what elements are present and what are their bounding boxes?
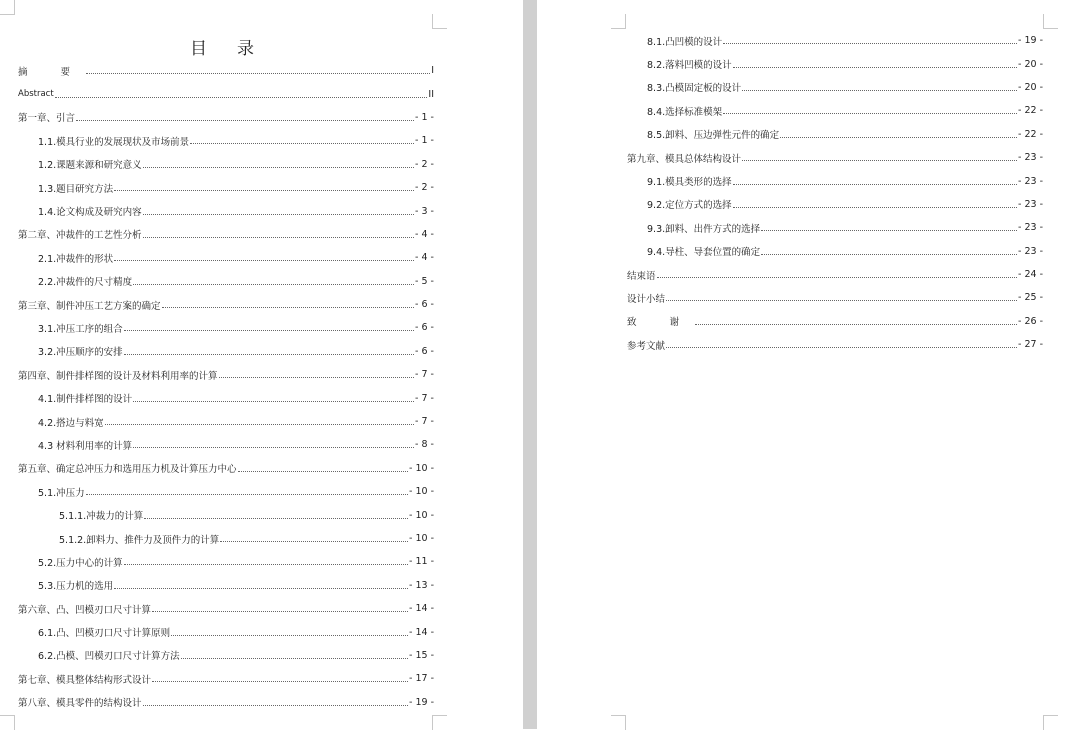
toc-entry-page-number: - 24 -: [1018, 269, 1043, 281]
toc-entry[interactable]: [18, 363, 434, 386]
toc-entry[interactable]: [18, 503, 434, 526]
toc-entry[interactable]: [627, 193, 1043, 216]
page-corner-mark: [1043, 715, 1058, 730]
toc-entry-page-number: - 4 -: [415, 228, 434, 240]
toc-entry-label: Abstract: [18, 89, 54, 100]
toc-entry[interactable]: [627, 76, 1043, 99]
toc-entry[interactable]: [18, 620, 434, 643]
toc-dot-leader: [143, 167, 414, 168]
toc-entry-label: 5.1.2.卸料力、推件力及顶件力的计算: [59, 534, 220, 546]
toc-dot-leader: [666, 300, 1017, 301]
toc-entry-label: 4.3 材料利用率的计算: [38, 440, 133, 452]
toc-entry-label: 4.2.搭边与料宽: [38, 417, 104, 429]
toc-entry[interactable]: [18, 644, 434, 667]
page-corner-mark: [1043, 14, 1058, 29]
toc-entry-page-number: - 23 -: [1018, 245, 1043, 257]
toc-entry-page-number: - 2 -: [415, 158, 434, 170]
toc-entry-page-number: - 15 -: [409, 649, 434, 661]
toc-entry-label: 9.1.模具类形的选择: [647, 177, 732, 189]
toc-dot-leader: [55, 97, 428, 98]
toc-entry-label: 1.1.模具行业的发展现状及市场前景: [38, 136, 190, 148]
toc-dot-leader: [133, 284, 414, 285]
toc-entry-label: 摘 要: [18, 66, 86, 78]
toc-entry-label: 1.3.题目研究方法: [38, 183, 114, 195]
toc-entry-label: 第七章、模具整体结构形式设计: [18, 674, 152, 686]
toc-dot-leader: [152, 611, 408, 612]
toc-entry-page-number: - 19 -: [409, 696, 434, 708]
toc-entry-label: 5.3.压力机的选用: [38, 581, 114, 593]
toc-entry[interactable]: [18, 527, 434, 550]
toc-entry-page-number: - 17 -: [409, 673, 434, 685]
page-corner-mark: [611, 715, 626, 730]
toc-entry[interactable]: [18, 410, 434, 433]
toc-entry[interactable]: [627, 333, 1043, 356]
toc-dot-leader: [780, 137, 1017, 138]
toc-entry-label: 第一章、引言: [18, 113, 76, 125]
toc-entry[interactable]: [627, 310, 1043, 333]
toc-entry[interactable]: [627, 146, 1043, 169]
toc-entry-label: 3.1.冲压工序的组合: [38, 323, 123, 335]
toc-entry-page-number: - 23 -: [1018, 152, 1043, 164]
toc-entry-page-number: - 22 -: [1018, 105, 1043, 117]
toc-dot-leader: [76, 120, 414, 121]
toc-entry-label: 5.1.1.冲裁力的计算: [59, 511, 144, 523]
toc-entry-page-number: - 8 -: [415, 439, 434, 451]
toc-entry-page-number: - 10 -: [409, 509, 434, 521]
toc-entry-label: 3.2.冲压顺序的安排: [38, 347, 123, 359]
toc-entry[interactable]: [18, 293, 434, 316]
page-corner-mark: [611, 14, 626, 29]
toc-entry-page-number: - 23 -: [1018, 175, 1043, 187]
toc-entry[interactable]: [18, 597, 434, 620]
toc-entry-label: 结束语: [627, 270, 656, 282]
toc-dot-leader: [723, 113, 1017, 114]
toc-dot-leader: [86, 494, 408, 495]
toc-title: 目录: [190, 39, 284, 59]
toc-entry-page-number: - 7 -: [415, 416, 434, 428]
toc-entry[interactable]: [627, 286, 1043, 309]
toc-entry[interactable]: [18, 480, 434, 503]
toc-entry-label: 第三章、制件冲压工艺方案的确定: [18, 300, 161, 312]
toc-entry-page-number: - 14 -: [409, 603, 434, 615]
toc-dot-leader: [143, 214, 414, 215]
toc-dot-leader: [761, 254, 1017, 255]
toc-dot-leader: [114, 588, 408, 589]
toc-dot-leader: [190, 143, 414, 144]
toc-list-left: [18, 59, 434, 714]
toc-entry-label: 5.2.压力中心的计算: [38, 557, 123, 569]
toc-entry-page-number: - 1 -: [415, 135, 434, 147]
toc-entry[interactable]: [627, 29, 1043, 52]
toc-dot-leader: [666, 347, 1017, 348]
toc-entry-label: 参考文献: [627, 340, 666, 352]
page-corner-mark: [0, 715, 15, 730]
toc-dot-leader: [733, 67, 1017, 68]
toc-entry-label: 第六章、凸、凹模刃口尺寸计算: [18, 604, 152, 616]
toc-dot-leader: [114, 190, 414, 191]
toc-entry-page-number: - 6 -: [415, 345, 434, 357]
toc-entry[interactable]: [627, 240, 1043, 263]
toc-entry-page-number: - 6 -: [415, 322, 434, 334]
toc-entry[interactable]: [627, 52, 1043, 75]
toc-entry[interactable]: [18, 574, 434, 597]
toc-entry-page-number: - 1 -: [415, 111, 434, 123]
toc-entry-label: 8.4.选择标准模架: [647, 106, 723, 118]
page-corner-mark: [432, 715, 447, 730]
toc-dot-leader: [181, 658, 408, 659]
toc-entry-label: 第八章、模具零件的结构设计: [18, 698, 142, 710]
toc-entry-page-number: - 11 -: [409, 556, 434, 568]
toc-entry-label: 4.1.制件排样图的设计: [38, 394, 133, 406]
toc-entry[interactable]: [18, 340, 434, 363]
toc-entry[interactable]: [18, 270, 434, 293]
toc-dot-leader: [657, 277, 1018, 278]
toc-dot-leader: [143, 237, 415, 238]
toc-entry[interactable]: [18, 550, 434, 573]
toc-dot-leader: [238, 471, 409, 472]
toc-entry[interactable]: [627, 99, 1043, 122]
toc-entry-page-number: - 25 -: [1018, 292, 1043, 304]
toc-entry[interactable]: [18, 199, 434, 222]
toc-dot-leader: [133, 447, 414, 448]
toc-entry-label: 9.3.卸料、出件方式的选择: [647, 223, 761, 235]
toc-dot-leader: [171, 635, 408, 636]
toc-entry-page-number: - 4 -: [415, 252, 434, 264]
toc-dot-leader: [695, 324, 1017, 325]
toc-entry-page-number: - 23 -: [1018, 222, 1043, 234]
toc-entry-label: 9.2.定位方式的选择: [647, 200, 732, 212]
toc-entry[interactable]: [18, 691, 434, 714]
toc-dot-leader: [162, 307, 415, 308]
toc-entry[interactable]: [18, 82, 434, 105]
toc-entry[interactable]: [18, 129, 434, 152]
toc-entry-label: 8.2.落料凹模的设计: [647, 60, 732, 72]
toc-entry-page-number: - 20 -: [1018, 81, 1043, 93]
toc-entry-page-number: - 22 -: [1018, 128, 1043, 140]
toc-dot-leader: [761, 230, 1017, 231]
toc-dot-leader: [742, 160, 1017, 161]
toc-entry-label: 2.2.冲裁件的尺寸精度: [38, 277, 133, 289]
toc-dot-leader: [143, 705, 409, 706]
toc-entry-page-number: - 3 -: [415, 205, 434, 217]
toc-entry[interactable]: [18, 316, 434, 339]
toc-entry-label: 9.4.导柱、导套位置的确定: [647, 247, 761, 259]
toc-dot-leader: [219, 377, 415, 378]
toc-dot-leader: [152, 681, 408, 682]
toc-entry[interactable]: [18, 59, 434, 82]
toc-dot-leader: [733, 184, 1017, 185]
toc-entry-label: 致 谢: [627, 317, 695, 329]
toc-entry-label: 设计小结: [627, 293, 666, 305]
toc-entry[interactable]: [18, 386, 434, 409]
toc-entry-page-number: - 5 -: [415, 275, 434, 287]
toc-entry-page-number: - 19 -: [1018, 35, 1043, 47]
toc-dot-leader: [742, 90, 1017, 91]
toc-dot-leader: [133, 401, 414, 402]
toc-entry-page-number: - 13 -: [409, 579, 434, 591]
toc-dot-leader: [124, 354, 414, 355]
page-corner-mark: [432, 14, 447, 29]
toc-entry-label: 8.3.凸模固定板的设计: [647, 83, 742, 95]
toc-entry[interactable]: [18, 457, 434, 480]
toc-dot-leader: [733, 207, 1017, 208]
toc-list-right: [627, 29, 1043, 356]
toc-entry-page-number: - 6 -: [415, 299, 434, 311]
toc-entry-page-number: - 10 -: [409, 486, 434, 498]
toc-entry-page-number: - 26 -: [1018, 315, 1043, 327]
toc-entry[interactable]: [627, 216, 1043, 239]
toc-entry-label: 5.1.冲压力: [38, 487, 85, 499]
page-gutter: [523, 0, 537, 729]
toc-entry-label: 6.2.凸模、凹模刃口尺寸计算方法: [38, 651, 180, 663]
toc-entry-page-number: - 23 -: [1018, 198, 1043, 210]
toc-entry-page-number: - 20 -: [1018, 58, 1043, 70]
toc-entry[interactable]: [18, 223, 434, 246]
toc-entry-page-number: I: [431, 65, 434, 77]
toc-entry-label: 第二章、冲裁件的工艺性分析: [18, 230, 142, 242]
page-corner-mark: [0, 0, 15, 15]
toc-entry-page-number: II: [428, 88, 434, 100]
toc-entry-label: 1.2.课题来源和研究意义: [38, 160, 142, 172]
toc-entry[interactable]: [627, 169, 1043, 192]
toc-entry-page-number: - 14 -: [409, 626, 434, 638]
toc-dot-leader: [105, 424, 414, 425]
toc-entry[interactable]: [18, 153, 434, 176]
toc-entry[interactable]: [18, 433, 434, 456]
toc-entry-label: 8.5.卸料、压边弹性元件的确定: [647, 130, 780, 142]
toc-entry[interactable]: [627, 263, 1043, 286]
toc-dot-leader: [220, 541, 408, 542]
toc-entry[interactable]: [18, 176, 434, 199]
toc-entry-label: 第五章、确定总冲压力和选用压力机及计算压力中心: [18, 464, 237, 476]
toc-entry-label: 8.1.凸凹模的设计: [647, 36, 723, 48]
toc-entry-page-number: - 2 -: [415, 182, 434, 194]
toc-dot-leader: [86, 73, 430, 74]
toc-entry[interactable]: [627, 123, 1043, 146]
toc-entry-page-number: - 27 -: [1018, 339, 1043, 351]
toc-entry-label: 第九章、模具总体结构设计: [627, 153, 742, 165]
toc-dot-leader: [114, 260, 414, 261]
toc-entry[interactable]: [18, 106, 434, 129]
toc-entry[interactable]: [18, 246, 434, 269]
toc-entry[interactable]: [18, 667, 434, 690]
toc-dot-leader: [124, 330, 414, 331]
toc-entry-page-number: - 7 -: [415, 369, 434, 381]
toc-dot-leader: [124, 564, 408, 565]
toc-entry-label: 1.4.论文构成及研究内容: [38, 207, 142, 219]
toc-entry-page-number: - 10 -: [409, 462, 434, 474]
toc-dot-leader: [723, 43, 1017, 44]
toc-entry-page-number: - 7 -: [415, 392, 434, 404]
toc-entry-label: 第四章、制件排样图的设计及材料利用率的计算: [18, 370, 218, 382]
toc-entry-page-number: - 10 -: [409, 533, 434, 544]
toc-entry-label: 6.1.凸、凹模刃口尺寸计算原则: [38, 628, 171, 640]
toc-dot-leader: [144, 518, 408, 519]
toc-entry-label: 2.1.冲裁件的形状: [38, 253, 114, 265]
